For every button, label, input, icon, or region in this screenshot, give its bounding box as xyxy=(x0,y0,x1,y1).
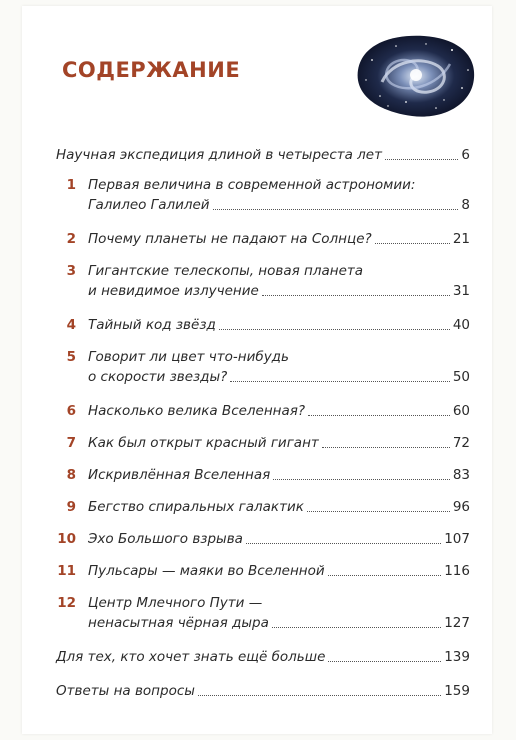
toc-entry[interactable] xyxy=(56,529,470,549)
dot-leader xyxy=(246,543,441,544)
chapter-number: 10 xyxy=(57,531,76,547)
toc-entry[interactable] xyxy=(56,145,470,165)
toc-entry[interactable] xyxy=(56,315,470,335)
toc-entry[interactable] xyxy=(56,433,470,453)
chapter-title: Пульсары — маяки во Вселенной xyxy=(88,563,325,579)
dot-leader xyxy=(375,243,450,244)
page-number: 50 xyxy=(452,369,470,385)
chapter-title: и невидимое излучение xyxy=(88,283,259,299)
dot-leader xyxy=(272,627,441,628)
dot-leader xyxy=(307,511,450,512)
dot-leader xyxy=(273,479,450,480)
chapter-title: Как был открыт красный гигант xyxy=(88,435,319,451)
page-number: 96 xyxy=(452,499,470,515)
chapter-number: 5 xyxy=(66,349,76,365)
toc-entry[interactable] xyxy=(56,593,470,633)
dot-leader xyxy=(213,209,459,210)
chapter-title: Эхо Большого взрыва xyxy=(88,531,243,547)
chapter-title: Научная экспедиция длиной в четыреста лет xyxy=(56,147,382,163)
toc-entry[interactable] xyxy=(56,347,470,387)
chapter-title: Центр Млечного Пути — xyxy=(88,595,263,611)
chapter-number: 11 xyxy=(57,563,76,579)
chapter-title: Говорит ли цвет что-нибудь xyxy=(88,349,289,365)
page-number: 40 xyxy=(452,317,470,333)
chapter-number: 6 xyxy=(66,403,76,419)
galaxy-illustration xyxy=(352,30,480,122)
page-number: 116 xyxy=(444,563,470,579)
page-title: СОДЕРЖАНИЕ xyxy=(62,58,241,82)
page-number: 21 xyxy=(452,231,470,247)
toc-entry[interactable] xyxy=(56,465,470,485)
dot-leader xyxy=(230,381,449,382)
dot-leader xyxy=(262,295,450,296)
chapter-number: 12 xyxy=(57,595,76,611)
dot-leader xyxy=(322,447,450,448)
dot-leader xyxy=(328,575,442,576)
chapter-number: 4 xyxy=(66,317,76,333)
chapter-title: Галилео Галилей xyxy=(88,197,210,213)
dot-leader xyxy=(308,415,450,416)
chapter-title: ненасытная чёрная дыра xyxy=(88,615,269,631)
toc-entry[interactable] xyxy=(56,681,470,701)
page-number: 6 xyxy=(461,147,470,163)
page-number: 127 xyxy=(444,615,470,631)
page-number: 31 xyxy=(452,283,470,299)
chapter-number: 3 xyxy=(66,263,76,279)
dot-leader xyxy=(385,159,458,160)
chapter-title: о скорости звезды? xyxy=(88,369,228,385)
chapter-number: 2 xyxy=(66,231,76,247)
dot-leader xyxy=(198,695,441,696)
toc-entry[interactable] xyxy=(56,175,470,215)
chapter-number: 8 xyxy=(66,467,76,483)
chapter-title: Первая величина в современной астрономии: xyxy=(88,177,416,193)
toc-entry[interactable] xyxy=(56,401,470,421)
toc-entry[interactable] xyxy=(56,497,470,517)
toc-entry[interactable] xyxy=(56,647,470,667)
chapter-title: Искривлённая Вселенная xyxy=(88,467,271,483)
toc-entry[interactable] xyxy=(56,261,470,301)
table-of-contents xyxy=(56,145,470,701)
chapter-title: Гигантские телескопы, новая планета xyxy=(88,263,364,279)
page-number: 159 xyxy=(444,683,470,699)
chapter-title: Ответы на вопросы xyxy=(56,683,195,699)
chapter-title: Бегство спиральных галактик xyxy=(88,499,304,515)
page-number: 72 xyxy=(452,435,470,451)
page-number: 83 xyxy=(452,467,470,483)
page-number: 107 xyxy=(444,531,470,547)
chapter-number: 9 xyxy=(66,499,76,515)
page-number: 8 xyxy=(461,197,470,213)
dot-leader xyxy=(328,661,441,662)
chapter-title: Для тех, кто хочет знать ещё больше xyxy=(56,649,326,665)
chapter-number: 1 xyxy=(66,177,76,193)
toc-entry[interactable] xyxy=(56,561,470,581)
page-number: 139 xyxy=(444,649,470,665)
chapter-title: Насколько велика Вселенная? xyxy=(88,403,306,419)
page-number: 60 xyxy=(452,403,470,419)
chapter-title: Почему планеты не падают на Солнце? xyxy=(88,231,372,247)
chapter-title: Тайный код звёзд xyxy=(88,317,216,333)
dot-leader xyxy=(219,329,450,330)
chapter-number: 7 xyxy=(66,435,76,451)
toc-entry[interactable] xyxy=(56,229,470,249)
